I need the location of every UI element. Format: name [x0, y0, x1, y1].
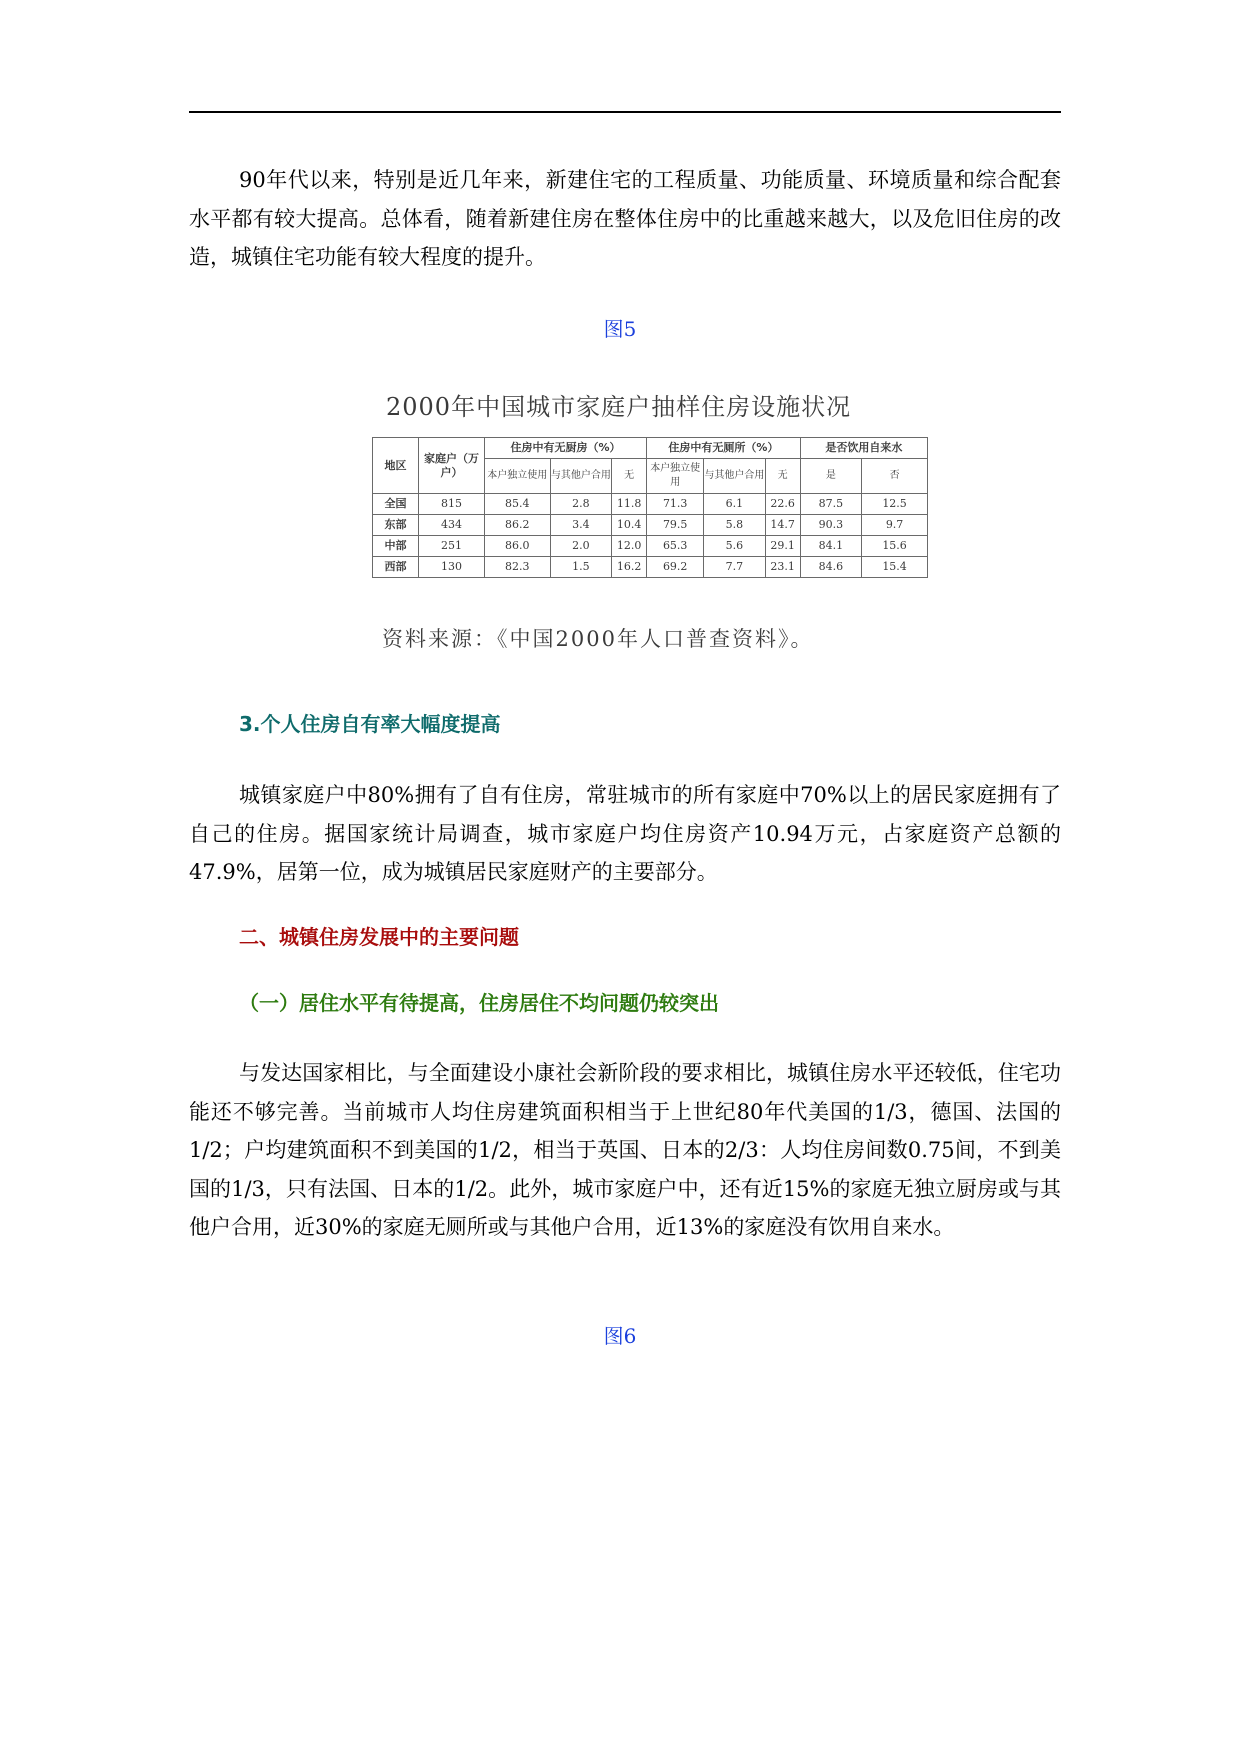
paragraph-intro: 90年代以来，特别是近几年来，新建住宅的工程质量、功能质量、环境质量和综合配套水平都有较大提高。总体看，随着新建住房在整体住房中的比重越来越大，以及危旧住房的改造，城镇住宅功能有较大程度的提升。 — [189, 168, 1061, 269]
header-toilet-own: 本户独立使用 — [647, 459, 704, 494]
table-cell-region: 西部 — [373, 557, 419, 578]
figure-5-label: 图5 — [603, 317, 637, 341]
table-cell: 14.7 — [765, 515, 800, 536]
table-cell: 10.4 — [612, 515, 647, 536]
table-cell: 22.6 — [765, 494, 800, 515]
table-cell: 86.2 — [484, 515, 550, 536]
table-cell: 71.3 — [647, 494, 704, 515]
heading-living-standard: （一）居住水平有待提高，住房居住不均问题仍较突出 — [239, 991, 719, 1015]
table-cell: 815 — [419, 494, 485, 515]
table-cell: 87.5 — [800, 494, 861, 515]
table-row — [373, 494, 928, 515]
header-toilet-shared: 与其他户合用 — [704, 459, 765, 494]
table-cell-region: 全国 — [373, 494, 419, 515]
table-cell: 130 — [419, 557, 485, 578]
table-cell: 2.8 — [550, 494, 611, 515]
table-cell: 16.2 — [612, 557, 647, 578]
table-cell: 65.3 — [647, 536, 704, 557]
table-cell: 9.7 — [862, 515, 928, 536]
paragraph-comparison: 与发达国家相比，与全面建设小康社会新阶段的要求相比，城镇住房水平还较低，住宅功能还不够完善。当前城市人均住房建筑面积相当于上世纪80年代美国的1/3，德国、法国的1/2；户均建筑面积不到美国的1/2，相当于英国、日本的2/3：人均住房间数0.75间，不到美国的1/3，只有法国、日本的1/2。此外，城市家庭户中，还有近15%的家庭无独立厨房或与其他户合用，近30%的家庭无厕所或与其他户合用，近13%的家庭没有饮用自来水。 — [189, 1061, 1061, 1239]
table-title: 2000年中国城市家庭户抽样住房设施状况 — [386, 393, 852, 421]
table-cell: 29.1 — [765, 536, 800, 557]
header-water-yes: 是 — [800, 459, 861, 494]
table-cell: 15.6 — [862, 536, 928, 557]
header-water: 是否饮用自来水 — [800, 438, 927, 459]
table-body — [373, 494, 928, 578]
table-cell: 6.1 — [704, 494, 765, 515]
table-cell: 434 — [419, 515, 485, 536]
table-cell: 23.1 — [765, 557, 800, 578]
figure-6-label: 图6 — [603, 1324, 637, 1348]
table-cell: 12.0 — [612, 536, 647, 557]
table-row — [373, 557, 928, 578]
table-cell: 69.2 — [647, 557, 704, 578]
table-cell: 1.5 — [550, 557, 611, 578]
table-cell-region: 东部 — [373, 515, 419, 536]
header-kitchen-shared: 与其他户合用 — [550, 459, 611, 494]
heading-ownership-rate: 3.个人住房自有率大幅度提高 — [239, 712, 501, 736]
table-cell: 7.7 — [704, 557, 765, 578]
table-cell: 5.8 — [704, 515, 765, 536]
table-row — [373, 515, 928, 536]
table-cell: 2.0 — [550, 536, 611, 557]
header-kitchen: 住房中有无厨房（%） — [484, 438, 646, 459]
header-rule — [189, 111, 1061, 113]
table-cell: 84.1 — [800, 536, 861, 557]
header-region: 地区 — [373, 438, 419, 494]
table-cell: 85.4 — [484, 494, 550, 515]
header-water-no: 否 — [862, 459, 928, 494]
table-cell: 86.0 — [484, 536, 550, 557]
table-cell: 79.5 — [647, 515, 704, 536]
table-cell: 82.3 — [484, 557, 550, 578]
header-households: 家庭户（万户） — [419, 438, 485, 494]
heading-main-problems: 二、城镇住房发展中的主要问题 — [239, 925, 519, 949]
housing-facilities-table-image — [372, 375, 928, 660]
table-cell-region: 中部 — [373, 536, 419, 557]
table-cell: 11.8 — [612, 494, 647, 515]
housing-facilities-table — [372, 437, 928, 578]
header-kitchen-none: 无 — [612, 459, 647, 494]
table-row — [373, 536, 928, 557]
table-source: 资料来源：《中国2000年人口普查资料》。 — [382, 627, 814, 651]
table-cell: 84.6 — [800, 557, 861, 578]
table-cell: 12.5 — [862, 494, 928, 515]
header-toilet: 住房中有无厕所（%） — [647, 438, 801, 459]
table-cell: 3.4 — [550, 515, 611, 536]
table-cell: 90.3 — [800, 515, 861, 536]
table-cell: 5.6 — [704, 536, 765, 557]
header-kitchen-own: 本户独立使用 — [484, 459, 550, 494]
paragraph-ownership: 城镇家庭户中80%拥有了自有住房，常驻城市的所有家庭中70%以上的居民家庭拥有了自己的住房。据国家统计局调查，城市家庭户均住房资产10.94万元，占家庭资产总额的47.9%，居第一位，成为城镇居民家庭财产的主要部分。 — [189, 783, 1061, 884]
header-toilet-none: 无 — [765, 459, 800, 494]
table-cell: 15.4 — [862, 557, 928, 578]
table-cell: 251 — [419, 536, 485, 557]
